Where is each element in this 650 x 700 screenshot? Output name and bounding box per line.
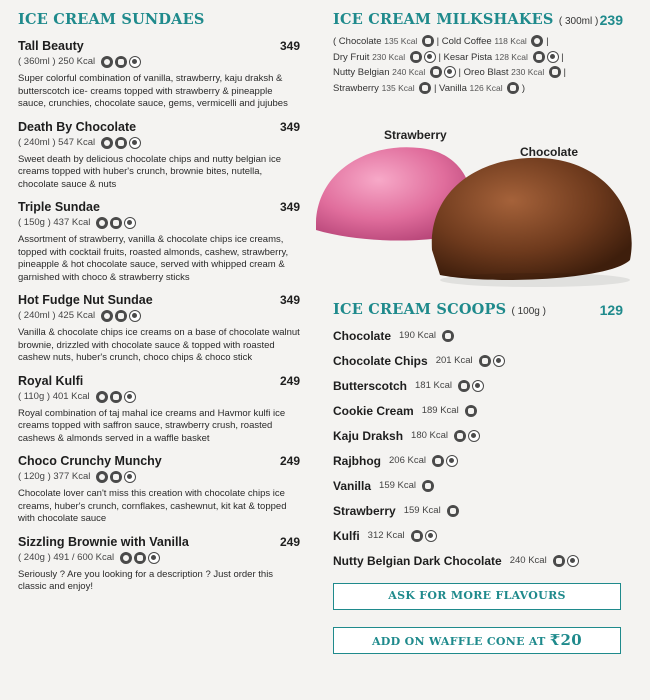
- item-qty: ( 240ml ): [18, 310, 56, 321]
- scoop-kcal: 159 Kcal: [379, 480, 417, 491]
- scoop-kcal: 189 Kcal: [421, 405, 459, 416]
- soy-icon: [110, 471, 122, 483]
- item-name: Choco Crunchy Munchy: [18, 454, 162, 468]
- flavour-kcal: 230 Kcal: [372, 51, 406, 62]
- milk-icon: [101, 310, 113, 322]
- nuts-icon: [124, 217, 136, 229]
- milkshake-line: Dry Fruit 230 Kcal | Kesar Pista 128 Kcal |: [333, 51, 564, 63]
- scoops-title: [333, 300, 623, 320]
- item-qty: ( 360ml ): [18, 56, 56, 67]
- item-name: Triple Sundae: [18, 200, 100, 214]
- nuts-icon: [472, 380, 484, 392]
- item-kcal: 491 / 600 Kcal: [53, 551, 115, 563]
- scoop-item[interactable]: [333, 323, 623, 348]
- item-description: Vanilla & chocolate chips ice creams on a base of chocolate walnut brownie, drizzled with chocolate sauce & topped with roasted cashew nuts, huber's crunch, choco chips & choco stick: [18, 327, 300, 363]
- item-description: Chocolate lover can't miss this creation with chocolate chips ice creams, huber's crunch, cornflakes, cashewnut, kit kat & topped with chocolate sauce: [18, 488, 287, 524]
- item-kcal: 547 Kcal: [58, 136, 96, 148]
- chocolate-scoop-shadow: [440, 273, 630, 287]
- soy-icon: [110, 391, 122, 403]
- flavour-name: ( Chocolate: [333, 36, 382, 47]
- nuts-icon: [129, 310, 141, 322]
- menu-item[interactable]: [18, 199, 300, 284]
- milkshakes-title-text: ICE CREAM MILKSHAKES: [333, 11, 554, 28]
- soy-icon: [430, 66, 442, 78]
- flavour-kcal: 126 Kcal: [469, 82, 503, 93]
- scoop-kcal: 206 Kcal: [389, 455, 426, 466]
- sundaes-section: [18, 10, 300, 594]
- flavour-name: | Kesar Pista: [438, 51, 493, 63]
- soy-icon: [110, 217, 122, 229]
- sundaes-title: ICE CREAM SUNDAES: [18, 11, 205, 28]
- soy-icon: [479, 355, 491, 367]
- soy-icon: [432, 455, 444, 467]
- menu-item[interactable]: [18, 534, 300, 594]
- scoop-item[interactable]: [333, 373, 623, 398]
- scoop-name: Rajbhog: [333, 453, 381, 468]
- nuts-icon: [129, 56, 141, 68]
- nuts-icon: [124, 471, 136, 483]
- scoops-qty: ( 100g ): [511, 306, 546, 317]
- flavour-kcal: 135 Kcal: [384, 36, 418, 46]
- scoop-item[interactable]: [333, 448, 623, 473]
- soy-icon: [507, 82, 519, 94]
- scoop-item[interactable]: [333, 423, 623, 448]
- strawberry-image-label: Strawberry: [384, 128, 447, 142]
- flavour-kcal: 230 Kcal: [511, 67, 545, 77]
- soy-icon: [134, 552, 146, 564]
- chocolate-image-label: Chocolate: [520, 145, 579, 159]
- milk-icon: [101, 137, 113, 149]
- scoop-kcal: 190 Kcal: [399, 330, 436, 341]
- menu-item[interactable]: [18, 373, 300, 446]
- flavour-name: | Vanilla: [433, 82, 467, 94]
- nuts-icon: [129, 137, 141, 149]
- scoop-item[interactable]: [333, 473, 623, 498]
- item-qty: ( 240ml ): [18, 136, 56, 148]
- flavour-name: Nutty Belgian: [333, 67, 390, 78]
- soy-icon: [549, 66, 561, 78]
- milkshake-flavour-list: [333, 34, 623, 96]
- scoop-name: Kulfi: [333, 528, 360, 543]
- scoop-kcal: 159 Kcal: [403, 505, 441, 516]
- item-price: 349: [279, 39, 300, 53]
- nuts-icon: [424, 51, 436, 63]
- soy-icon: [458, 380, 470, 392]
- item-kcal: 250 Kcal: [58, 56, 96, 67]
- soy-icon: [411, 530, 423, 542]
- flavour-kcal: 128 Kcal: [494, 51, 528, 62]
- item-price: 249: [279, 534, 300, 549]
- item-qty: ( 150g ): [18, 217, 51, 228]
- scoop-name: Cookie Cream: [333, 403, 414, 418]
- flavour-kcal: 118 Kcal: [494, 36, 527, 46]
- milkshakes-price: 239: [599, 12, 623, 28]
- scoops-title-text: ICE CREAM SCOOPS: [333, 301, 507, 318]
- scoops-price: 129: [599, 302, 623, 318]
- scoop-item[interactable]: [333, 548, 623, 573]
- soy-icon: [422, 35, 434, 47]
- flavour-kcal: 135 Kcal: [381, 82, 415, 93]
- milk-icon: [96, 391, 108, 403]
- scoops-list: [333, 323, 623, 573]
- soy-icon: [533, 51, 545, 63]
- waffle-cone-label: ADD ON WAFFLE CONE AT: [371, 635, 546, 648]
- milk-icon: [531, 35, 543, 47]
- scoop-item[interactable]: [333, 348, 623, 373]
- nuts-icon: [124, 391, 136, 403]
- nuts-icon: [446, 455, 458, 467]
- scoop-name: Chocolate Chips: [333, 353, 428, 368]
- menu-item[interactable]: [18, 38, 300, 111]
- milkshake-line: Strawberry 135 Kcal | Vanilla 126 Kcal ): [333, 82, 526, 94]
- ice-cream-scoops-image: [310, 130, 640, 290]
- milk-icon: [96, 217, 108, 229]
- soy-icon: [465, 405, 477, 417]
- soy-icon: [553, 555, 565, 567]
- nuts-icon: [148, 552, 160, 564]
- flavour-name: | Oreo Blast: [458, 67, 509, 78]
- item-price: 249: [279, 373, 300, 388]
- milk-icon: [120, 552, 132, 564]
- item-kcal: 437 Kcal: [53, 217, 91, 228]
- item-name: Sizzling Brownie with Vanilla: [18, 534, 189, 549]
- scoop-name: Chocolate: [333, 328, 392, 343]
- item-description: Sweet death by delicious chocolate chips and nutty belgian ice creams topped with huber's crunch, brownie bites, nutella, chocolate sauce & nuts: [18, 153, 282, 190]
- soy-icon: [115, 56, 127, 68]
- soy-icon: [115, 310, 127, 322]
- flavour-name: Dry Fruit: [333, 51, 370, 63]
- scoop-item[interactable]: [333, 498, 623, 523]
- waffle-cone-price: ₹20: [549, 631, 583, 649]
- scoop-name: Nutty Belgian Dark Chocolate: [333, 553, 502, 568]
- nuts-icon: [547, 51, 559, 63]
- item-name: Royal Kulfi: [18, 373, 84, 388]
- item-description: Super colorful combination of vanilla, strawberry, kaju draksh & butterscotch ice- creams topped with strawberry & pineapple sauce, crunchies, chocolate sauce, gems, vermicelli and jujubes: [18, 73, 288, 109]
- scoop-item[interactable]: [333, 398, 623, 423]
- soy-icon: [419, 82, 431, 94]
- scoop-kcal: 240 Kcal: [509, 555, 547, 566]
- scoop-name: Kaju Draksh: [333, 428, 404, 443]
- nuts-icon: [567, 555, 579, 567]
- item-qty: ( 240g ): [18, 551, 51, 563]
- item-price: 349: [279, 293, 300, 307]
- add-waffle-cone-button[interactable]: [333, 627, 621, 654]
- nuts-icon: [493, 355, 505, 367]
- scoops-section: [333, 300, 623, 573]
- soy-icon: [454, 430, 466, 442]
- item-name: Death By Chocolate: [18, 119, 137, 134]
- milk-icon: [101, 56, 113, 68]
- milkshakes-section: [333, 10, 623, 96]
- milkshakes-title: [333, 10, 623, 30]
- menu-item[interactable]: [18, 292, 300, 365]
- scoop-item[interactable]: [333, 523, 623, 548]
- item-qty: ( 110g ): [18, 390, 51, 402]
- item-price: 349: [279, 200, 300, 214]
- menu-item[interactable]: [18, 453, 300, 526]
- scoop-kcal: 181 Kcal: [415, 380, 452, 391]
- soy-icon: [410, 51, 422, 63]
- nuts-icon: [425, 530, 437, 542]
- milkshake-line: ( Chocolate 135 Kcal | Cold Coffee 118 Kcal |: [333, 36, 549, 47]
- item-qty: ( 120g ): [18, 471, 51, 482]
- scoop-kcal: 312 Kcal: [367, 530, 405, 541]
- soy-icon: [442, 330, 454, 342]
- scoop-name: Strawberry: [333, 503, 396, 518]
- soy-icon: [115, 137, 127, 149]
- item-name: Hot Fudge Nut Sundae: [18, 293, 153, 307]
- milkshakes-qty: ( 300ml ): [558, 16, 599, 27]
- soy-icon: [447, 505, 459, 517]
- scoop-kcal: 201 Kcal: [435, 355, 473, 366]
- item-kcal: 401 Kcal: [52, 390, 90, 402]
- item-description: Assortment of strawberry, vanilla & chocolate chips ice creams, topped with cocktail fruits, roasted almonds, cashew, strawberry, pineapple & hot chocolate sauce, served with whipped cream & garnished with choco & strawberry sticks: [18, 234, 289, 283]
- milkshake-line: Nutty Belgian 240 Kcal | Oreo Blast 230 Kcal |: [333, 67, 567, 78]
- item-kcal: 377 Kcal: [53, 471, 91, 482]
- item-kcal: 425 Kcal: [58, 310, 96, 321]
- scoop-name: Vanilla: [333, 478, 372, 493]
- scoop-kcal: 180 Kcal: [411, 430, 449, 441]
- flavour-name: Strawberry: [333, 82, 379, 94]
- scoop-name: Butterscotch: [333, 378, 408, 393]
- item-price: 249: [279, 454, 300, 468]
- flavour-kcal: 240 Kcal: [392, 67, 426, 77]
- menu-item[interactable]: [18, 119, 300, 192]
- item-name: Tall Beauty: [18, 39, 84, 53]
- item-description: Royal combination of taj mahal ice creams and Havmor kulfi ice creams topped with saffron sauce, strawberry crush, roasted cashews & almonds served in a waffle basket: [18, 407, 286, 444]
- ask-more-flavours-button[interactable]: ASK FOR MORE FLAVOURS: [333, 583, 621, 610]
- item-description: Seriously ? Are you looking for a description ? Just order this classic and enjoy!: [18, 568, 274, 592]
- soy-icon: [422, 480, 434, 492]
- nuts-icon: [468, 430, 480, 442]
- flavour-name: | Cold Coffee: [436, 36, 492, 47]
- item-price: 349: [279, 119, 300, 134]
- nuts-icon: [444, 66, 456, 78]
- milk-icon: [96, 471, 108, 483]
